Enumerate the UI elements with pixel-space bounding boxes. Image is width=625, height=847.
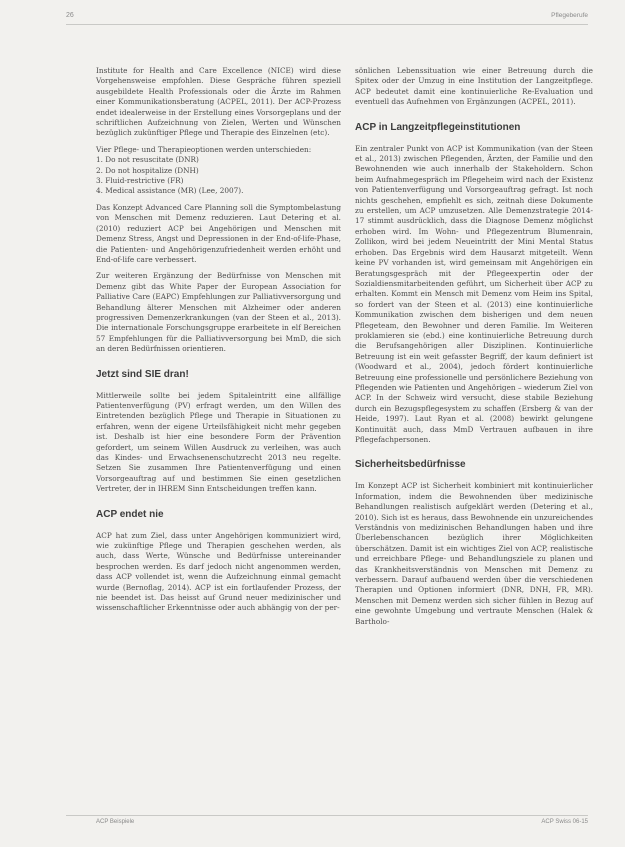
paragraph: ACP hat zum Ziel, dass unter Angehörigen kommuniziert wird, wie zukünftige Pflege und Therapien geschehen werden, als auch, dass Werte, Wünsche und Bedürfnisse untereinander besprochen werden. Es darf jedoch nicht angenommen werden, dass ACP vollendet ist, wenn die Aufzeichnung einmal gemacht wurde (Bernoflag, 2014). ACP ist ein fortlaufender Prozess, der nie beendet ist. Das heisst auf Grund neuer medizinischer und wissenschaftlicher Erkenntnisse oder auch abhängig von der per- (96, 530, 341, 613)
right-column (355, 66, 593, 633)
section-heading: Jetzt sind SIE dran! (96, 368, 189, 380)
paragraph: Das Konzept Advanced Care Planning soll die Symptombelastung von Menschen mit Demenz reduzieren. Laut Detering et al. (2010) reduziert ACP bei Angehörigen und Menschen mit Demenz Stress, Angst und Depressionen in der End-of-life-Phase, die Patienten- und Angehörigenzufriedenheit werden erhöht und End-of-life care verbessert. (96, 202, 341, 264)
list-item: 3. Fluid-restrictive (FR) (96, 176, 184, 186)
page-footer (0, 815, 625, 829)
header-rule (66, 24, 588, 25)
list-item: 4. Medical assistance (MR) (Lee, 2007). (96, 186, 244, 196)
paragraph: Mittlerweile sollte bei jedem Spitaleintritt eine allfällige Patientenverfügung (PV) erfragt werden, um den Willen des Eintretenden bezüglich Pflege und Therapie in Situationen zu erfahren, wenn der eigene Urteilsfähigkeit nicht mehr gegeben ist. Deshalb ist hier eine besondere Form der Prävention gefordert, um seinem Willen Ausdruck zu verleihen, was auch das Kindes- und Erwachsenenschutzrecht 2013 neu regelte. Setzen Sie zusammen Ihre Patientenverfügung und einen Vorsorgeauftrag auf und bestimmen Sie einen gesetzlichen Vertreter, der in IHREM Sinn Entscheidungen treffen kann. (96, 390, 341, 494)
page-number: 26 (66, 12, 74, 19)
section-heading: Sicherheitsbedürfnisse (355, 459, 466, 471)
left-column (96, 66, 341, 620)
journal-name: Pflegeberufe (551, 12, 588, 19)
footer-rule (66, 815, 588, 816)
footer-left-text: ACP Beispiele (96, 819, 135, 825)
section-heading: ACP in Langzeitpflegeinstitutionen (355, 121, 521, 133)
paragraph: Institute for Health and Care Excellence (NICE) wird diese Vorgehensweise empfohlen. Diese Gespräche führen speziell ausgebildete Health Professionals oder die Ärzte im Rahmen einer Kommunikationsberatung (ACPEL, 2011). Der ACP-Prozess endet idealerweise in der Erstellung eines Vorsorgeplans und der schriftlichen Aufzeichnung von Zielen, Werten und Wünschen bezüglich zukünftiger Pflege und Therapie des Einzelnen (etc). (96, 66, 341, 138)
section-heading: ACP endet nie (96, 508, 164, 520)
paragraph: Zur weiteren Ergänzung der Bedürfnisse von Menschen mit Demenz gibt das White Paper der European Association for Palliative Care (EAPC) Empfehlungen zur Palliativversorgung und Behandlung älterer Menschen mit Alzheimer oder anderen progressiven Demenzerkrankungen (van der Steen et al., 2013). Die internationale Forschungsgruppe erarbeitete in elf Bereichen 57 Empfehlungen für die Palliativversorgung bei MmD, die sich an deren Bedürfnissen orientieren. (96, 271, 341, 354)
paragraph: sönlichen Lebenssituation wie einer Betreuung durch die Spitex oder der Umzug in eine Institution der Langzeitpflege. ACP bedeutet damit eine kontinuierliche Re-Evaluation und eventuell das Aufnehmen von Ergänzungen (ACPEL, 2011). (355, 66, 593, 107)
paragraph: Ein zentraler Punkt von ACP ist Kommunikation (van der Steen et al., 2013) zwischen Pflegenden, Ärzten, der Familie und den Bewohnenden wie auch innerhalb der Stakeholdern. Schon beim Aufnahmegespräch im Pflegeheim wird nach der Existenz von Patientenverfügung und Vorsorgeauftrag gefragt. Ist noch nichts geschehen, empfiehlt es sich, zeitnah diese Dokumente zu erstellen, um ACP umzusetzen. Alle Demenzstrategie 2014-17 stimmt ausdrücklich, dass die Diagnose Demenz möglichst erhoben wird. Im Wohn- und Pflegezentrum Blumenrain, Zollikon, wird bei jedem Neueintritt der Mini Mental Status erhoben. Das Ergebnis wird dem Hausarzt mitgeteilt. Wenn keine PV vorhanden ist, wird gemeinsam mit Angehörigen ein Beratungsgespräch mit der Pflegeexpertin oder der Sozialdiensmitarbeitenden geführt, um Sicherheit über ACP zu erhalten. Kommt ein Mensch mit Demenz vom Heim ins Spital, so fordert van der Steen et al. (2013) eine kontinuierliche Kommunikation zwischen dem bisherigen und dem neuen Pflegeteam, den Bewohner und deren Familie. Im Weiteren proklamieren sie (ebd.) eine kontinuierliche Betreuung durch die Berufsangehörigen aller Disziplinen. Kontinuierliche Betreuung ist ein weit gefasster Begriff, der kaum definiert ist (Woodward et al., 2004), jedoch fördert kontinuierliche Betreuung eine professionelle und persönlichere Beziehung von Pflegenden wie Patienten und Angehörigen – wiederum Ziel von ACP. In der Schweiz wird versucht, diese stabile Beziehung durch ein Bezugspflegesystem zu schaffen (Ersberg & van der Heide, 1997). Laut Ryan et al. (2008) bewirkt gelungene Kontinuität auch, dass MmD Vertrauen aufbauen in ihre Pflegefachpersonen. (355, 143, 593, 444)
list-item: 2. Do not hospitalize (DNH) (96, 165, 199, 175)
list-item: 1. Do not resuscitate (DNR) (96, 155, 199, 165)
paragraph: Im Konzept ACP ist Sicherheit kombiniert mit kontinuierlicher Information, indem die Bewohnenden über medizinische Behandlungen realistisch aufgeklärt werden (Detering et al., 2010). Sich ist es heraus, dass Bewohnende ein unzureichendes Verständnis von medizinischen Behandlungen haben und ihre Überlebenschancen bezüglich ihrer Möglichkeiten überschätzen. Damit ist ein wichtiges Ziel von ACP, realistische und erreichbare Pflege- und Behandlungsziele zu planen und das Krankheitsverständnis von Menschen mit Demenz zu verbessern. Darauf aufbauend werden über die verschiedenen Therapien und Optionen informiert (DNR, DNH, FR, MR). Menschen mit Demenz werden sich sicher fühlen in Bezug auf eine gewohnte Umgebung und vertraute Menschen (Halek & Bartholo- (355, 481, 593, 626)
paragraph: Vier Pflege- und Therapieoptionen werden unterschieden: (96, 144, 312, 154)
footer-right-text: ACP Swiss 06-15 (541, 819, 588, 825)
options-list (96, 155, 341, 197)
page-header (0, 12, 625, 26)
